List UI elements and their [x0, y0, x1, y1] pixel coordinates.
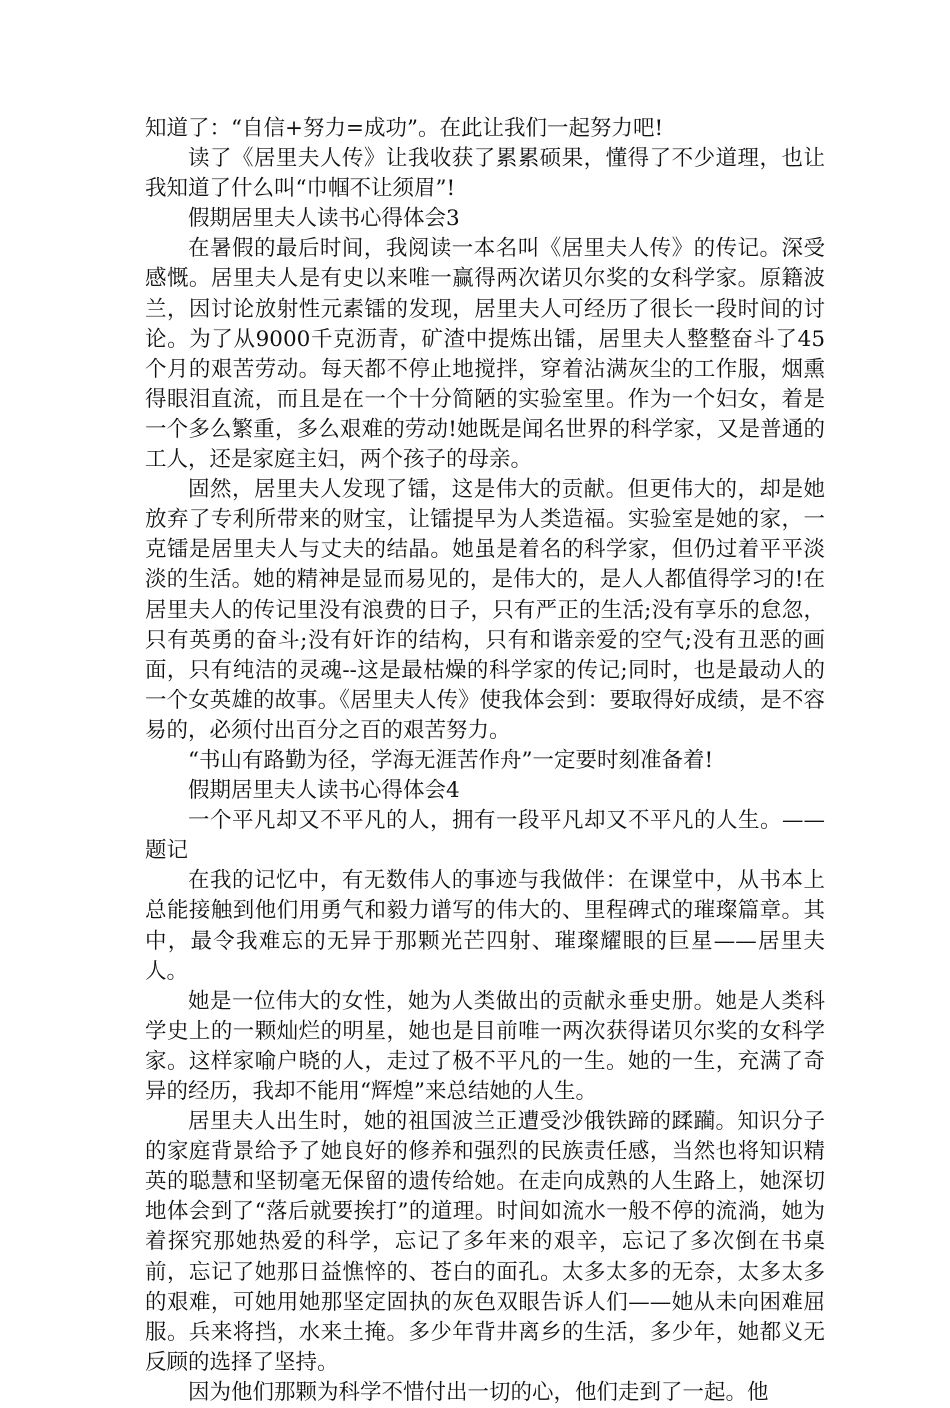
- document-body: [145, 114, 825, 1408]
- paragraph: 因为他们那颗为科学不惜付出一切的心，他们走到了一起。他: [188, 1379, 769, 1405]
- paragraph: 一个平凡却又不平凡的人，拥有一段平凡却又不平凡的人生。——题记: [145, 808, 825, 864]
- paragraph: 在暑假的最后时间，我阅读一本名叫《居里夫人传》的传记。深受感慨。居里夫人是有史以来唯一赢得两次诺贝尔奖的女科学家。原籍波兰，因讨论放射性元素镭的发现，居里夫人可经历了很长一段时间的讨论。为了从9000千克沥青，矿渣中提炼出镭，居里夫人整整奋斗了45个月的艰苦劳动。每天都不停止地搅拌，穿着沾满灰尘的工作服，烟熏得眼泪直流，而且是在一个十分简陋的实验室里。作为一个妇女，着是一个多么繁重，多么艰难的劳动!她既是闻名世界的科学家，又是普通的工人，还是家庭主妇，两个孩子的母亲。: [145, 236, 825, 473]
- section-heading: 假期居里夫人读书心得体会3: [188, 206, 460, 232]
- section-heading: 假期居里夫人读书心得体会4: [188, 778, 460, 804]
- paragraph-continued: 知道了：“自信+努力=成功”。在此让我们一起努力吧!: [145, 116, 664, 141]
- paragraph: 在我的记忆中，有无数伟人的事迹与我做伴：在课堂中，从书本上总能接触到他们用勇气和毅力谱写的伟大的、里程碑式的璀璨篇章。其中，最令我难忘的无异于那颗光芒四射、璀璨耀眼的巨星——居里夫人。: [145, 868, 825, 984]
- paragraph: 固然，居里夫人发现了镭，这是伟大的贡献。但更伟大的，却是她放弃了专利所带来的财宝，让镭提早为人类造福。实验室是她的家，一克镭是居里夫人与丈夫的结晶。她虽是着名的科学家，但仍过着平平淡淡的生活。她的精神是显而易见的，是伟大的，是人人都值得学习的!在居里夫人的传记里没有浪费的日子，只有严正的生活;没有享乐的怠忽，只有英勇的奋斗;没有奸诈的结构，只有和谐亲爱的空气;没有丑恶的画面，只有纯洁的灵魂--这是最枯燥的科学家的传记;同时，也是最动人的一个女英雄的故事。《居里夫人传》使我体会到：要取得好成绩，是不容易的，必须付出百分之百的艰苦努力。: [145, 477, 825, 743]
- paragraph: 她是一位伟大的女性，她为人类做出的贡献永垂史册。她是人类科学史上的一颗灿烂的明星，她也是目前唯一两次获得诺贝尔奖的女科学家。这样家喻户晓的人，走过了极不平凡的一生。她的一生，充满了奇异的经历，我却不能用“辉煌”来总结她的人生。: [145, 988, 825, 1104]
- paragraph: 读了《居里夫人传》让我收获了累累硕果，懂得了不少道理，也让我知道了什么叫“巾帼不让须眉”!: [145, 146, 825, 202]
- paragraph: “书山有路勤为径，学海无涯苦作舟”一定要时刻准备着!: [188, 747, 714, 773]
- paragraph: 居里夫人出生时，她的祖国波兰正遭受沙俄铁蹄的蹂躏。知识分子的家庭背景给予了她良好的修养和强烈的民族责任感，当然也将知识精英的聪慧和坚韧毫无保留的遗传给她。在走向成熟的人生路上，她深切地体会到了“落后就要挨打”的道理。时间如流水一般不停的流淌，她为着探究那她热爱的科学，忘记了多年来的艰辛，忘记了多次倒在书桌前，忘记了她那日益憔悴的、苍白的面孔。太多太多的无奈，太多太多的艰难，可她用她那坚定固执的灰色双眼告诉人们——她从未向困难屈服。兵来将挡，水来土掩。多少年背井离乡的生活，多少年，她都义无反顾的选择了坚持。: [145, 1109, 825, 1375]
